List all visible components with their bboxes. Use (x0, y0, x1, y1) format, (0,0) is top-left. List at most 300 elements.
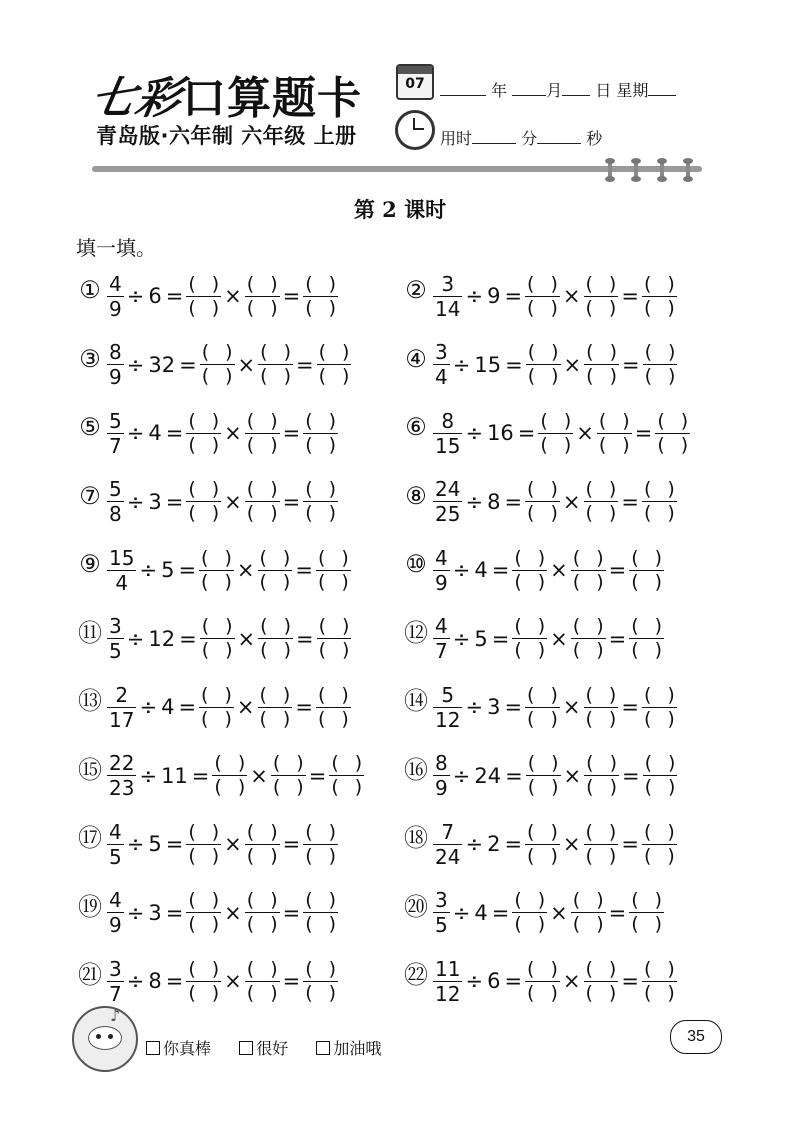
blank-numerator[interactable] (642, 820, 677, 843)
answer-blank-fraction[interactable] (303, 409, 338, 456)
answer-blank-fraction[interactable] (186, 891, 221, 934)
answer-blank-fraction[interactable] (525, 683, 560, 730)
answer-blank-fraction[interactable] (584, 343, 619, 386)
blank-numerator[interactable] (571, 891, 606, 910)
divisor: 3 (148, 900, 162, 925)
mascot-icon (72, 1006, 138, 1072)
answer-blank-fraction[interactable] (643, 343, 678, 386)
answer-blank-fraction[interactable] (655, 409, 690, 456)
blank-numerator[interactable] (200, 617, 235, 636)
blank-numerator[interactable] (525, 683, 560, 706)
answer-blank-fraction[interactable] (199, 683, 234, 730)
blank-numerator[interactable] (642, 957, 677, 980)
answer-blank-fraction[interactable] (316, 683, 351, 730)
blank-denominator[interactable] (525, 981, 560, 1004)
blank-denominator[interactable] (186, 504, 221, 523)
answer-blank-fraction[interactable] (629, 617, 664, 660)
answer-blank-fraction[interactable] (245, 272, 280, 319)
blank-numerator[interactable] (512, 891, 547, 910)
blank-numerator[interactable] (512, 617, 547, 636)
answer-blank-fraction[interactable] (258, 343, 293, 386)
paren-close: ) (537, 913, 546, 935)
blank-numerator[interactable] (199, 546, 234, 569)
answer-blank-fraction[interactable] (584, 272, 619, 319)
paren-open: ( (305, 957, 313, 980)
blank-numerator[interactable] (186, 272, 221, 295)
blank-numerator[interactable] (258, 617, 293, 636)
blank-denominator[interactable] (643, 367, 678, 386)
paren-open: ( (585, 844, 593, 867)
blank-denominator[interactable] (642, 981, 677, 1004)
times-sign: × (550, 558, 568, 582)
answer-blank-fraction[interactable] (317, 617, 352, 660)
month-blank[interactable] (512, 81, 546, 96)
blank-denominator[interactable] (526, 367, 561, 386)
blank-denominator[interactable] (245, 981, 280, 1004)
denominator: 9 (435, 776, 448, 800)
blank-numerator[interactable] (584, 343, 619, 362)
blank-denominator[interactable] (186, 433, 221, 456)
blank-denominator[interactable] (200, 641, 235, 660)
answer-blank-fraction[interactable] (303, 891, 338, 934)
answer-blank-fraction[interactable] (526, 754, 561, 797)
blank-numerator[interactable] (629, 617, 664, 636)
blank-numerator[interactable] (186, 820, 221, 843)
divide-sign: ÷ (465, 284, 484, 308)
blank-denominator[interactable] (571, 915, 606, 934)
paren-open: ( (631, 546, 639, 569)
problem-expression (432, 609, 665, 669)
paren-close: ) (550, 272, 558, 295)
blank-denominator[interactable] (212, 778, 247, 797)
blank-denominator[interactable] (597, 433, 632, 456)
blank-denominator[interactable] (245, 915, 280, 934)
blank-numerator[interactable] (512, 546, 547, 569)
answer-blank-fraction[interactable] (643, 754, 678, 797)
blank-denominator[interactable] (303, 915, 338, 934)
blank-denominator[interactable] (303, 981, 338, 1004)
blank-numerator[interactable] (317, 343, 352, 362)
answer-blank-fraction[interactable] (642, 480, 677, 523)
blank-numerator[interactable] (316, 683, 351, 706)
blank-numerator[interactable] (571, 546, 606, 569)
answer-blank-fraction[interactable] (245, 957, 280, 1004)
denominator: 7 (109, 433, 122, 458)
blank-numerator[interactable] (584, 683, 619, 706)
blank-denominator[interactable] (199, 707, 234, 730)
paren-open: ( (514, 570, 522, 593)
given-fraction (433, 890, 450, 935)
blank-numerator[interactable] (329, 754, 364, 773)
blank-denominator[interactable] (642, 844, 677, 867)
answer-blank-fraction[interactable] (317, 343, 352, 386)
blank-denominator[interactable] (329, 778, 364, 797)
answer-blank-fraction[interactable] (245, 480, 280, 523)
blank-numerator[interactable] (303, 409, 338, 432)
equals-sign: = (491, 626, 510, 651)
blank-denominator[interactable] (303, 433, 338, 456)
blank-denominator[interactable] (538, 433, 573, 456)
blank-denominator[interactable] (200, 367, 235, 386)
times-sign: × (576, 421, 594, 445)
answer-blank-fraction[interactable] (199, 546, 234, 593)
blank-numerator[interactable] (538, 409, 573, 432)
paren-open: ( (572, 889, 581, 911)
blank-denominator[interactable] (186, 844, 221, 867)
answer-blank-fraction[interactable] (525, 272, 560, 319)
answer-blank-fraction[interactable] (258, 683, 293, 730)
problem-expression (106, 746, 365, 806)
blank-denominator[interactable] (245, 433, 280, 456)
problem-number: ② (405, 277, 427, 304)
paren-close: ) (224, 570, 232, 593)
blank-denominator[interactable] (199, 570, 234, 593)
problem-number: ⑱ (404, 825, 428, 852)
blank-denominator[interactable] (186, 915, 221, 934)
blank-numerator[interactable] (245, 409, 280, 432)
blank-denominator[interactable] (584, 504, 619, 523)
blank-denominator[interactable] (258, 570, 293, 593)
answer-blank-fraction[interactable] (186, 820, 221, 867)
answer-blank-fraction[interactable] (571, 617, 606, 660)
blank-denominator[interactable] (629, 570, 664, 593)
paren-close: ) (296, 776, 304, 798)
answer-blank-fraction[interactable] (642, 820, 677, 867)
answer-blank-fraction[interactable] (538, 409, 573, 456)
year-blank[interactable] (440, 81, 486, 96)
numerator: 3 (109, 956, 122, 981)
paren-close: ) (550, 844, 558, 867)
blank-numerator[interactable] (525, 820, 560, 843)
paren-open: ( (585, 502, 593, 524)
blank-denominator[interactable] (186, 296, 221, 319)
blank-denominator[interactable] (584, 844, 619, 867)
answer-blank-fraction[interactable] (584, 957, 619, 1004)
blank-numerator[interactable] (258, 683, 293, 706)
answer-blank-fraction[interactable] (526, 343, 561, 386)
answer-blank-fraction[interactable] (258, 546, 293, 593)
paren-close: ) (608, 272, 617, 295)
blank-numerator[interactable] (526, 754, 561, 773)
divisor: 3 (487, 695, 501, 719)
blank-numerator[interactable] (642, 480, 677, 499)
answer-blank-fraction[interactable] (186, 272, 221, 319)
blank-numerator[interactable] (571, 617, 606, 636)
paren-open: ( (631, 570, 639, 593)
paren-close: ) (551, 341, 559, 363)
blank-denominator[interactable] (512, 641, 547, 660)
paren-close: ) (237, 752, 246, 774)
blank-denominator[interactable] (525, 707, 560, 730)
answer-blank-fraction[interactable] (584, 820, 619, 867)
blank-denominator[interactable] (258, 641, 293, 660)
paren-close: ) (609, 776, 617, 798)
answer-blank-fraction[interactable] (525, 957, 560, 1004)
blank-denominator[interactable] (526, 778, 561, 797)
equals-sign: = (165, 969, 184, 993)
blank-numerator[interactable] (629, 891, 664, 910)
blank-denominator[interactable] (655, 433, 690, 456)
blank-numerator[interactable] (200, 343, 235, 362)
answer-blank-fraction[interactable] (258, 617, 293, 660)
problem-expression (106, 266, 339, 326)
answer-blank-fraction[interactable] (512, 891, 547, 934)
answer-blank-fraction[interactable] (512, 617, 547, 660)
blank-denominator[interactable] (303, 296, 338, 319)
blank-denominator[interactable] (303, 504, 338, 523)
blank-numerator[interactable] (303, 480, 338, 499)
blank-numerator[interactable] (186, 891, 221, 910)
paren-close: ) (270, 981, 278, 1004)
blank-denominator[interactable] (317, 367, 352, 386)
blank-numerator[interactable] (245, 891, 280, 910)
answer-blank-fraction[interactable] (245, 409, 280, 456)
blank-denominator[interactable] (186, 981, 221, 1004)
answer-blank-fraction[interactable] (303, 272, 338, 319)
divide-sign: ÷ (452, 352, 471, 377)
answer-blank-fraction[interactable] (186, 480, 221, 523)
blank-numerator[interactable] (258, 546, 293, 569)
blank-denominator[interactable] (642, 296, 677, 319)
paren-close: ) (342, 615, 350, 637)
blank-denominator[interactable] (512, 570, 547, 593)
blank-denominator[interactable] (571, 570, 606, 593)
blank-numerator[interactable] (186, 409, 221, 432)
blank-denominator[interactable] (317, 641, 352, 660)
blank-numerator[interactable] (655, 409, 690, 432)
blank-numerator[interactable] (245, 957, 280, 980)
answer-blank-fraction[interactable] (200, 617, 235, 660)
equals-sign: = (165, 900, 184, 925)
blank-denominator[interactable] (584, 981, 619, 1004)
blank-numerator[interactable] (303, 272, 338, 295)
blank-denominator[interactable] (643, 778, 678, 797)
second-blank[interactable] (537, 129, 581, 144)
paren-open: ( (643, 296, 652, 319)
blank-denominator[interactable] (271, 778, 306, 797)
given-fraction (107, 271, 124, 321)
blank-numerator[interactable] (303, 891, 338, 910)
problem-expression (106, 883, 339, 943)
answer-blank-fraction[interactable] (186, 409, 221, 456)
problem-expression (106, 609, 352, 669)
problem-expression (432, 814, 678, 874)
paren-close: ) (211, 889, 220, 911)
blank-denominator[interactable] (525, 296, 560, 319)
paren-open: ( (527, 683, 535, 706)
rating-checkbox-1[interactable] (146, 1041, 160, 1055)
blank-denominator[interactable] (525, 844, 560, 867)
blank-numerator[interactable] (212, 754, 247, 773)
times-sign: × (236, 695, 255, 719)
problem-number: ⑧ (405, 482, 427, 510)
blank-numerator[interactable] (642, 272, 677, 295)
blank-denominator[interactable] (642, 504, 677, 523)
blank-numerator[interactable] (525, 272, 560, 295)
paren-close: ) (667, 844, 675, 867)
equals-sign: = (608, 558, 627, 582)
equals-sign: = (165, 421, 184, 445)
blank-numerator[interactable] (584, 480, 619, 499)
answer-blank-fraction[interactable] (303, 820, 338, 867)
blank-numerator[interactable] (186, 957, 221, 980)
equals-sign: = (178, 695, 197, 719)
times-sign: × (562, 695, 581, 719)
answer-blank-fraction[interactable] (571, 891, 606, 934)
answer-blank-fraction[interactable] (642, 683, 677, 730)
blank-numerator[interactable] (317, 617, 352, 636)
paren-open: ( (514, 913, 522, 935)
answer-blank-fraction[interactable] (303, 957, 338, 1004)
paren-open: ( (631, 913, 639, 935)
paren-close: ) (270, 409, 278, 432)
answer-blank-fraction[interactable] (271, 754, 306, 797)
blank-numerator[interactable] (245, 820, 280, 843)
equals-sign: = (295, 558, 313, 582)
blank-denominator[interactable] (245, 504, 280, 523)
answer-blank-fraction[interactable] (597, 409, 632, 456)
divisor: 16 (487, 421, 514, 445)
denominator: 9 (435, 570, 448, 595)
denominator: 9 (109, 913, 122, 937)
blank-numerator[interactable] (316, 546, 351, 569)
divide-sign: ÷ (126, 284, 145, 308)
paren-close: ) (270, 913, 278, 935)
paren-close: ) (282, 707, 291, 730)
blank-denominator[interactable] (642, 707, 677, 730)
blank-numerator[interactable] (271, 754, 306, 773)
paren-open: ( (201, 615, 210, 637)
paren-open: ( (572, 913, 581, 935)
blank-numerator[interactable] (525, 480, 560, 499)
minute-blank[interactable] (472, 129, 516, 144)
answer-blank-fraction[interactable] (525, 820, 560, 867)
day-blank[interactable] (562, 81, 590, 96)
answer-blank-fraction[interactable] (329, 754, 364, 797)
problem-expression (432, 335, 678, 395)
blank-numerator[interactable] (525, 957, 560, 980)
blank-numerator[interactable] (643, 754, 678, 773)
blank-denominator[interactable] (629, 641, 664, 660)
blank-numerator[interactable] (303, 957, 338, 980)
answer-blank-fraction[interactable] (584, 683, 619, 730)
blank-numerator[interactable] (303, 820, 338, 843)
blank-denominator[interactable] (629, 915, 664, 934)
blank-numerator[interactable] (584, 957, 619, 980)
problem-expression (106, 472, 339, 532)
paren-open: ( (201, 341, 210, 363)
blank-numerator[interactable] (584, 820, 619, 843)
blank-denominator[interactable] (245, 844, 280, 867)
blank-numerator[interactable] (629, 546, 664, 569)
answer-blank-fraction[interactable] (303, 480, 338, 523)
problem-number: ⑥ (405, 414, 427, 441)
answer-blank-fraction[interactable] (186, 957, 221, 1004)
blank-numerator[interactable] (584, 272, 619, 295)
weekday-blank[interactable] (648, 81, 676, 96)
blank-denominator[interactable] (245, 296, 280, 319)
answer-blank-fraction[interactable] (642, 957, 677, 1004)
blank-numerator[interactable] (597, 409, 632, 432)
paren-close: ) (328, 844, 337, 867)
paren-close: ) (550, 981, 558, 1004)
divisor: 12 (148, 626, 176, 651)
answer-blank-fraction[interactable] (245, 820, 280, 867)
times-sign: × (562, 284, 581, 308)
divide-sign: ÷ (465, 969, 484, 993)
blank-numerator[interactable] (584, 754, 619, 773)
answer-blank-fraction[interactable] (525, 480, 560, 523)
answer-blank-fraction[interactable] (584, 480, 619, 523)
blank-denominator[interactable] (303, 844, 338, 867)
answer-blank-fraction[interactable] (245, 891, 280, 934)
problem-expression (432, 403, 691, 463)
blank-denominator[interactable] (512, 915, 547, 934)
blank-denominator[interactable] (316, 570, 351, 593)
blank-denominator[interactable] (584, 707, 619, 730)
blank-denominator[interactable] (525, 504, 560, 523)
rating-checkbox-3[interactable] (316, 1041, 330, 1055)
rating-checkbox-2[interactable] (239, 1041, 253, 1055)
paren-open: ( (305, 478, 313, 500)
blank-denominator[interactable] (258, 707, 293, 730)
answer-blank-fraction[interactable] (642, 272, 677, 319)
answer-blank-fraction[interactable] (212, 754, 247, 797)
blank-denominator[interactable] (258, 367, 293, 386)
paren-open: ( (527, 502, 535, 524)
paren-close: ) (328, 981, 337, 1004)
paren-close: ) (283, 615, 291, 637)
equals-sign: = (608, 900, 627, 925)
paren-close: ) (537, 615, 546, 637)
blank-denominator[interactable] (584, 778, 619, 797)
blank-denominator[interactable] (584, 296, 619, 319)
blank-numerator[interactable] (245, 272, 280, 295)
blank-numerator[interactable] (258, 343, 293, 362)
answer-blank-fraction[interactable] (629, 891, 664, 934)
problem-expression (432, 883, 665, 943)
problem-number: ⑬ (78, 688, 102, 715)
paren-open: ( (305, 889, 313, 911)
blank-numerator[interactable] (186, 480, 221, 499)
answer-blank-fraction[interactable] (512, 546, 547, 593)
blank-denominator[interactable] (316, 707, 351, 730)
blank-numerator[interactable] (526, 343, 561, 362)
paren-close: ) (596, 570, 604, 593)
blank-denominator[interactable] (571, 641, 606, 660)
blank-numerator[interactable] (643, 343, 678, 362)
times-sign: × (224, 284, 242, 308)
answer-blank-fraction[interactable] (316, 546, 351, 593)
answer-blank-fraction[interactable] (200, 343, 235, 386)
equals-sign: = (621, 695, 639, 719)
blank-numerator[interactable] (245, 480, 280, 499)
calendar-icon (396, 64, 434, 100)
paren-open: ( (644, 776, 653, 798)
answer-blank-fraction[interactable] (571, 546, 606, 593)
paren-close: ) (596, 889, 604, 911)
blank-numerator[interactable] (199, 683, 234, 706)
answer-blank-fraction[interactable] (629, 546, 664, 593)
paren-close: ) (608, 502, 617, 524)
divide-sign: ÷ (452, 558, 471, 582)
paren-close: ) (270, 296, 278, 319)
answer-blank-fraction[interactable] (584, 754, 619, 797)
paren-close: ) (354, 776, 363, 798)
equals-sign: = (282, 489, 301, 514)
blank-denominator[interactable] (584, 367, 619, 386)
blank-numerator[interactable] (642, 683, 677, 706)
